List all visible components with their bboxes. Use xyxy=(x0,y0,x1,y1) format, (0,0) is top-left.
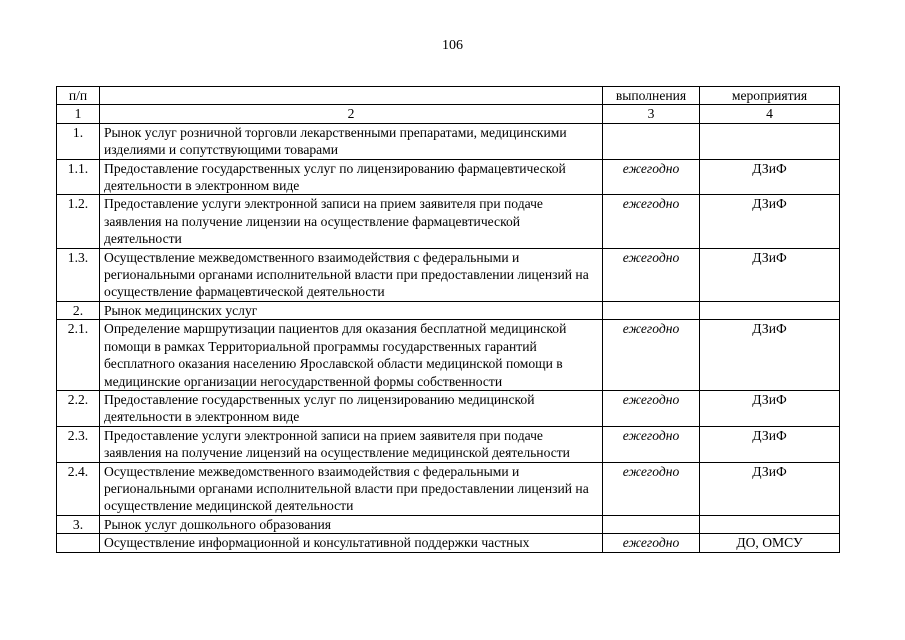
row-responsible: ДЗиФ xyxy=(700,426,840,462)
row-responsible xyxy=(700,515,840,533)
row-description: Рынок медицинских услуг xyxy=(100,301,603,319)
table-row xyxy=(57,426,840,462)
table-row xyxy=(57,390,840,426)
column-index-3: 3 xyxy=(603,105,700,123)
header-num: п/п xyxy=(57,87,100,105)
table-row xyxy=(57,462,840,515)
header-resp: мероприятия xyxy=(700,87,840,105)
table-row xyxy=(57,123,840,159)
row-number: 1.2. xyxy=(57,195,100,248)
row-responsible: ДЗиФ xyxy=(700,390,840,426)
row-term xyxy=(603,123,700,159)
row-term: ежегодно xyxy=(603,320,700,391)
row-term: ежегодно xyxy=(603,426,700,462)
row-number: 2.1. xyxy=(57,320,100,391)
row-term: ежегодно xyxy=(603,159,700,195)
row-responsible: ДЗиФ xyxy=(700,248,840,301)
column-index-4: 4 xyxy=(700,105,840,123)
page-number: 106 xyxy=(442,38,463,53)
row-description: Осуществление межведомственного взаимодействия с федеральными и региональными органами исполнительной власти при предоставлении лицензий на осуществление фармацевтической деятельности xyxy=(100,248,603,301)
row-term: ежегодно xyxy=(603,534,700,552)
row-number: 3. xyxy=(57,515,100,533)
row-term: ежегодно xyxy=(603,195,700,248)
table-row xyxy=(57,320,840,391)
row-responsible: ДЗиФ xyxy=(700,159,840,195)
row-responsible xyxy=(700,123,840,159)
row-number: 2.4. xyxy=(57,462,100,515)
table-row xyxy=(57,534,840,552)
row-number: 2.2. xyxy=(57,390,100,426)
row-responsible: ДО, ОМСУ xyxy=(700,534,840,552)
row-term: ежегодно xyxy=(603,390,700,426)
measures-table xyxy=(56,86,840,553)
table-row xyxy=(57,159,840,195)
header-term: выполнения xyxy=(603,87,700,105)
row-description: Предоставление услуги электронной записи на прием заявителя при подаче заявления на получение лицензий на осуществление медицинской деятельности xyxy=(100,426,603,462)
table-row xyxy=(57,248,840,301)
column-index-row xyxy=(57,105,840,123)
row-number: 1.1. xyxy=(57,159,100,195)
row-description: Предоставление государственных услуг по лицензированию медицинской деятельности в электронном виде xyxy=(100,390,603,426)
row-term: ежегодно xyxy=(603,462,700,515)
row-description: Предоставление услуги электронной записи на прием заявителя при подаче заявления на получение лицензии на осуществление фармацевтической деятельности xyxy=(100,195,603,248)
row-term xyxy=(603,515,700,533)
table-row xyxy=(57,515,840,533)
row-responsible: ДЗиФ xyxy=(700,462,840,515)
table-body xyxy=(57,87,840,553)
column-index-1: 1 xyxy=(57,105,100,123)
row-description: Предоставление государственных услуг по лицензированию фармацевтической деятельности в электронном виде xyxy=(100,159,603,195)
column-index-2: 2 xyxy=(100,105,603,123)
header-row xyxy=(57,87,840,105)
row-responsible xyxy=(700,301,840,319)
row-responsible: ДЗиФ xyxy=(700,195,840,248)
row-description: Осуществление межведомственного взаимодействия с федеральными и региональными органами исполнительной власти при предоставлении лицензий на осуществление медицинской деятельности xyxy=(100,462,603,515)
row-description: Определение маршрутизации пациентов для оказания бесплатной медицинской помощи в рамках Территориальной программы государственных гарантий бесплатного оказания населению Ярославской области медицинской помощи в медицинские организации негосударственной формы собственности xyxy=(100,320,603,391)
row-description: Рынок услуг дошкольного образования xyxy=(100,515,603,533)
header-desc xyxy=(100,87,603,105)
row-term xyxy=(603,301,700,319)
table-row xyxy=(57,301,840,319)
row-number: 1. xyxy=(57,123,100,159)
row-term: ежегодно xyxy=(603,248,700,301)
row-number: 1.3. xyxy=(57,248,100,301)
row-number xyxy=(57,534,100,552)
row-number: 2.3. xyxy=(57,426,100,462)
table-row xyxy=(57,195,840,248)
row-number: 2. xyxy=(57,301,100,319)
row-description: Рынок услуг розничной торговли лекарственными препаратами, медицинскими изделиями и сопутствующими товарами xyxy=(100,123,603,159)
row-description: Осуществление информационной и консультативной поддержки частных xyxy=(100,534,603,552)
row-responsible: ДЗиФ xyxy=(700,320,840,391)
